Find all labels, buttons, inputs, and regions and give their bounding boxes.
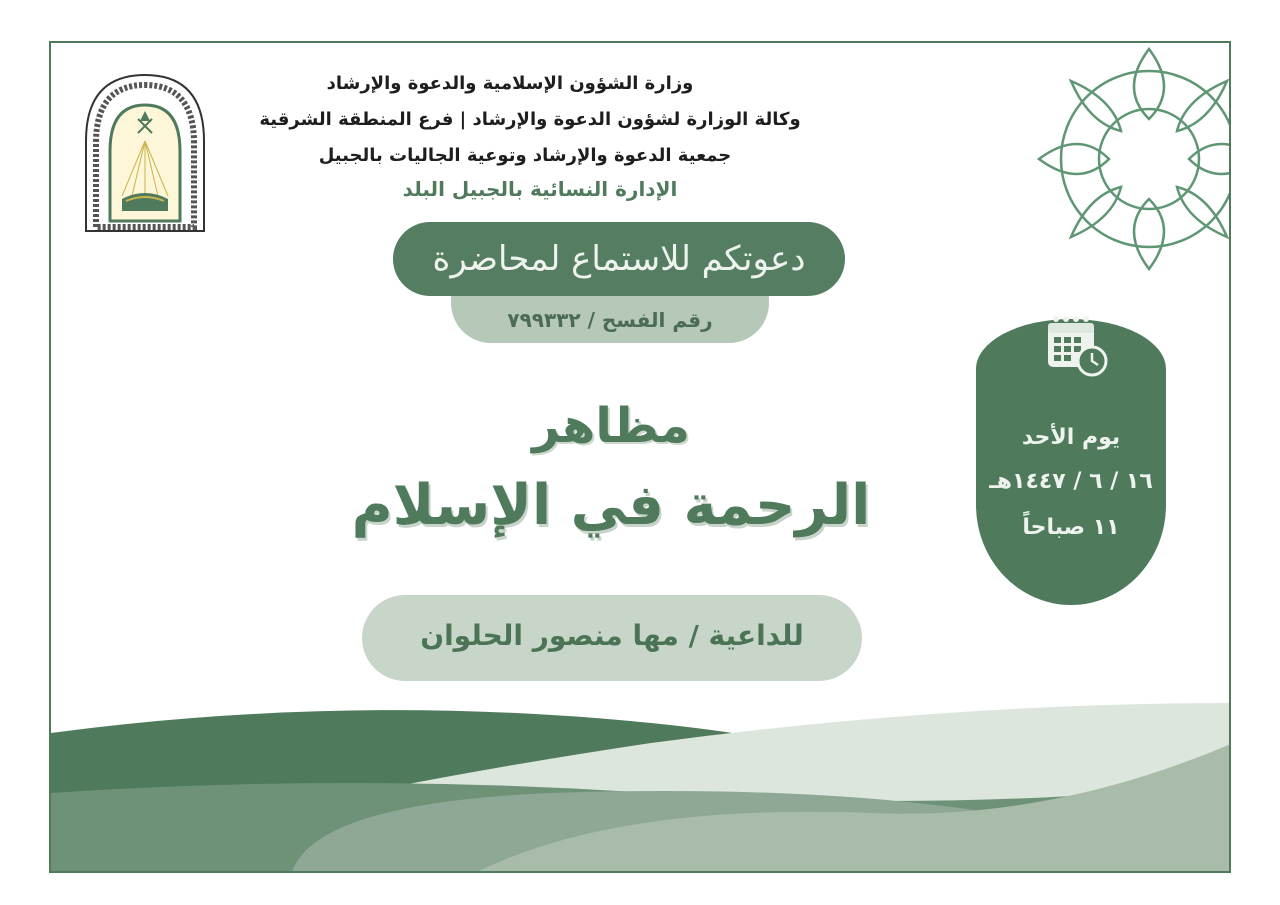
date-label: ١٦ / ٦ / ١٤٤٧هـ — [989, 469, 1153, 494]
wave-decoration — [51, 683, 1231, 873]
agency-name: وكالة الوزارة لشؤون الدعوة والإرشاد | فرع المنطقة الشرقية — [259, 109, 801, 130]
day-label: يوم الأحد — [1021, 425, 1121, 450]
schedule-card — [976, 319, 1166, 605]
invitation-card — [49, 41, 1231, 873]
lecture-title-line2: الرحمة في الإسلام — [351, 473, 871, 538]
lecture-title-line1: مظاهر — [532, 398, 690, 454]
association-name: جمعية الدعوة والإرشاد وتوعية الجاليات بالجبيل — [318, 145, 732, 166]
speaker-badge — [362, 595, 862, 681]
invite-banner: دعوتكم للاستماع لمحاضرة — [393, 222, 845, 296]
time-label: ١١ صباحاً — [1022, 515, 1120, 540]
ornament-decoration — [1009, 43, 1231, 283]
ministry-name: وزارة الشؤون الإسلامية والدعوة والإرشاد — [326, 73, 694, 94]
calendar-clock-icon — [1044, 313, 1110, 379]
department-name: الإدارة النسائية بالجبيل البلد — [402, 177, 678, 201]
speaker-name: للداعية / مها منصور الحلوان — [420, 619, 804, 652]
permit-number-badge: رقم الفسح / ٧٩٩٣٣٢ — [451, 287, 769, 343]
